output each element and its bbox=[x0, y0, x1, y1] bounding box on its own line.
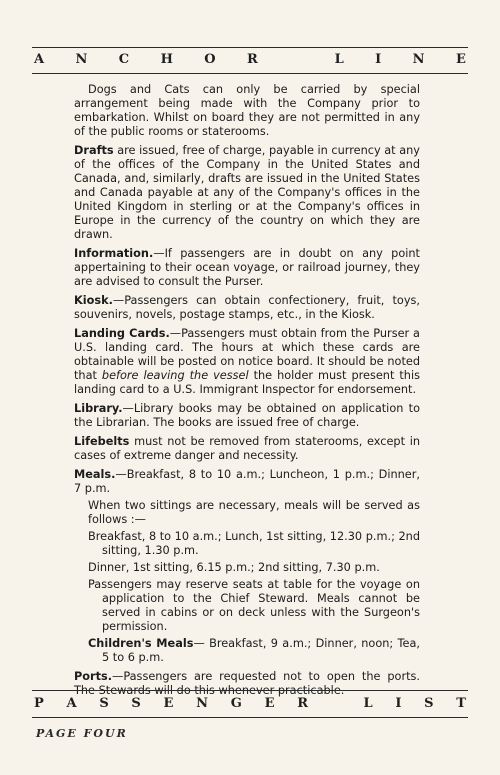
meals-dinner: Dinner, 1st sitting, 6.15 p.m.; 2nd sitting, 7.30 p.m. bbox=[88, 561, 380, 574]
meals-breakfast: Breakfast, 8 to 10 a.m.; Lunch, 1st sitting, 12.30 p.m.; 2nd sitting, 1.30 p.m. bbox=[88, 530, 420, 557]
footer-top-rule bbox=[32, 690, 468, 691]
meals-intro: When two sittings are necessary, meals will be served as follows :— bbox=[88, 499, 420, 526]
paragraph-lifebelts: Lifebelts must not be removed from staterooms, except in cases of extreme danger and necessity. bbox=[74, 435, 420, 462]
paragraph-dogs: Dogs and Cats can only be carried by special arrangement being made with the Company prior to embarkation. Whilst on board they are not permitted in any of the public rooms or staterooms. bbox=[74, 83, 420, 138]
main-content bbox=[74, 83, 420, 703]
footer-passenger-list bbox=[34, 696, 466, 711]
paragraph-information: Information.—If passengers are in doubt on any point appertaining to their ocean voyage, or railroad journey, they are advised to consult the Purser. bbox=[74, 247, 420, 288]
footer-letter: G bbox=[230, 696, 242, 711]
header-letter: H bbox=[160, 52, 173, 67]
footer-letter: A bbox=[66, 696, 77, 711]
header-letter: R bbox=[247, 52, 258, 67]
paragraph-drafts: Drafts are issued, free of charge, payable in currency at any of the offices of the Company in the United States and Canada, and, similarly, drafts are issued in the United States and Canada payable at any of the Company's offices in the United Kingdom in sterling or at the Company's offices in Europe in the currency of the country on which they are drawn. bbox=[74, 144, 420, 241]
header-letter: N bbox=[412, 52, 425, 67]
page-number: PAGE FOUR bbox=[36, 727, 128, 740]
footer-letter: R bbox=[297, 696, 309, 711]
paragraph-landing-cards: Landing Cards.—Passengers must obtain from the Purser a U.S. landing card. The hours at which these cards are obtainable will be posted on notice board. It should be noted that before leaving the vessel the holder must present this landing card to a U.S. Immigrant Inspector for endorsement. bbox=[74, 327, 420, 396]
footer-letter: E bbox=[264, 696, 275, 711]
paragraph-meals: Meals.—Breakfast, 8 to 10 a.m.; Luncheon, 1 p.m.; Dinner, 7 p.m. bbox=[74, 468, 420, 495]
header-letter: O bbox=[204, 52, 216, 67]
footer-bottom-rule bbox=[32, 717, 468, 718]
paragraph-ports: Ports.—Passengers are requested not to open the ports. The Stewards will do this whenever practicable. bbox=[74, 670, 420, 697]
header-letter: C bbox=[118, 52, 130, 67]
header-letter: E bbox=[455, 52, 466, 67]
footer-letter: E bbox=[163, 696, 174, 711]
header-bottom-rule bbox=[32, 73, 468, 74]
header-letter: L bbox=[334, 52, 344, 67]
meals-reserve: Passengers may reserve seats at table for the voyage on application to the Chief Steward. Meals cannot be served in cabins or on deck unless with the Surgeon's permission. bbox=[88, 578, 420, 633]
footer-letter: S bbox=[131, 696, 141, 711]
footer-letter: L bbox=[363, 696, 373, 711]
header-top-rule bbox=[32, 47, 468, 48]
header-letter: A bbox=[34, 52, 45, 67]
footer-letter: S bbox=[424, 696, 434, 711]
footer-letter: I bbox=[395, 696, 402, 711]
footer-letter: S bbox=[99, 696, 109, 711]
meals-children: Children's Meals— Breakfast, 9 a.m.; Dinner, noon; Tea, 5 to 6 p.m. bbox=[88, 637, 420, 664]
paragraph-library: Library.—Library books may be obtained on application to the Librarian. The books are issued free of charge. bbox=[74, 402, 420, 429]
header-letter: I bbox=[375, 52, 382, 67]
footer-letter: T bbox=[456, 696, 466, 711]
header-anchor-line bbox=[34, 52, 466, 67]
paragraph-kiosk: Kiosk.—Passengers can obtain confectionery, fruit, toys, souvenirs, novels, postage stamps, etc., in the Kiosk. bbox=[74, 294, 420, 321]
footer-letter: N bbox=[196, 696, 209, 711]
footer-letter: P bbox=[34, 696, 44, 711]
header-letter: N bbox=[75, 52, 88, 67]
